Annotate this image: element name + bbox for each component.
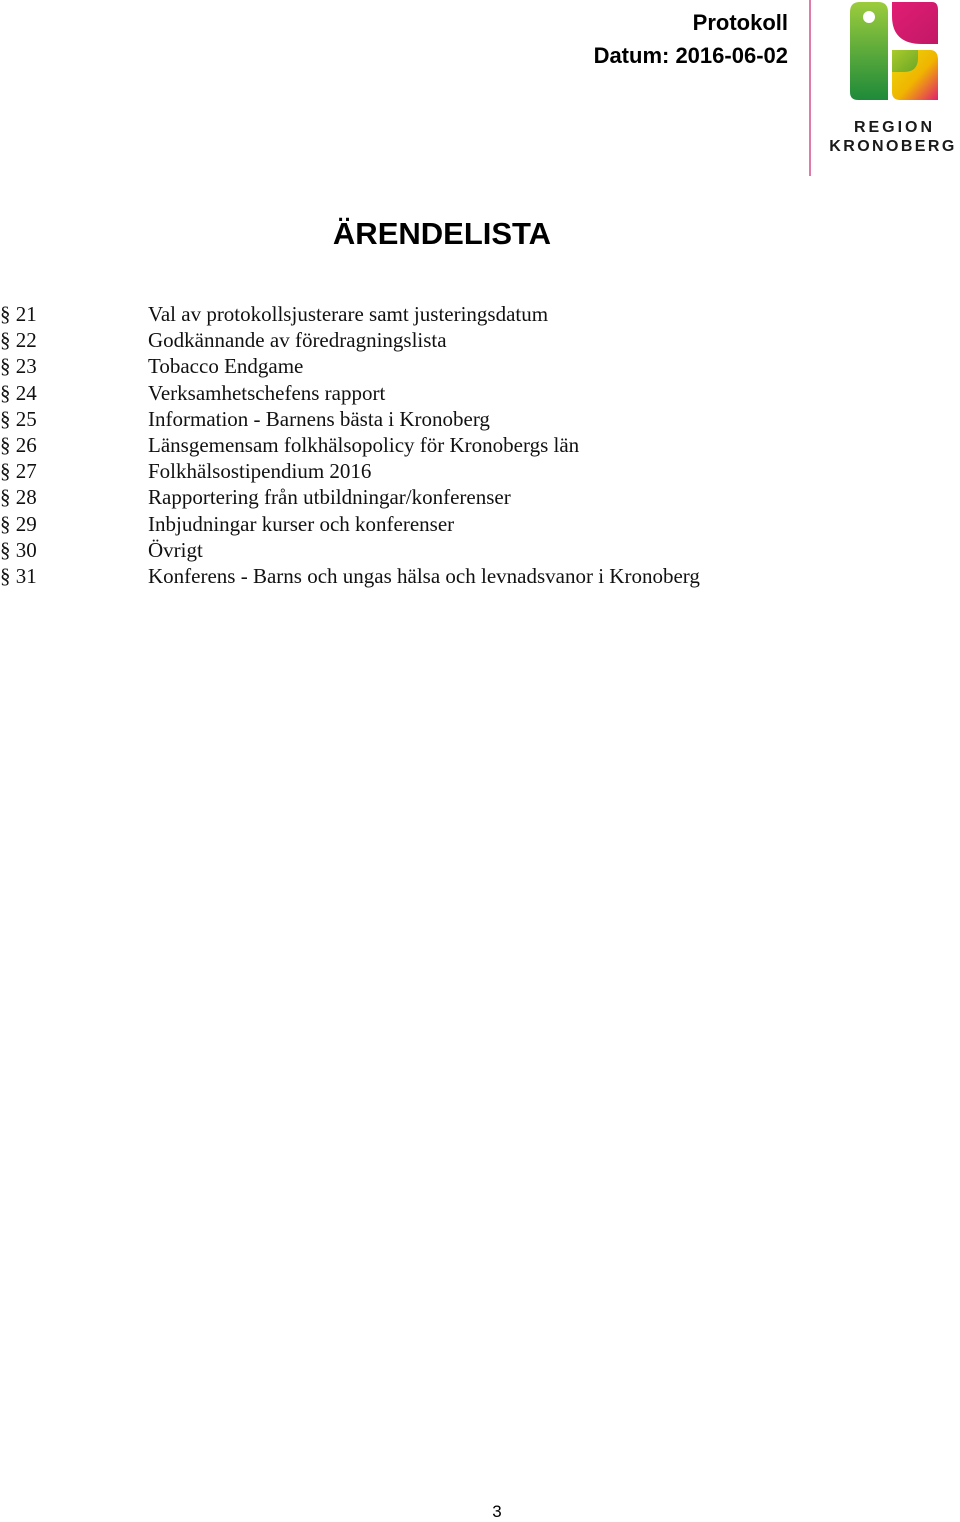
agenda-item-number: § 28 — [0, 485, 37, 510]
agenda-item — [0, 511, 700, 537]
logo-wordmark-line1: REGION — [853, 119, 936, 136]
agenda-item-number: § 25 — [0, 406, 37, 431]
agenda-item-text: Övrigt — [148, 537, 203, 562]
page-number: 3 — [492, 1502, 502, 1521]
document-type: Protokoll — [692, 10, 788, 35]
agenda-item — [0, 484, 700, 510]
agenda-item — [0, 327, 700, 353]
header-divider — [809, 0, 811, 176]
document-header — [594, 6, 788, 72]
agenda-item-text: Inbjudningar kurser och konferenser — [148, 511, 455, 536]
agenda-item — [0, 406, 700, 432]
agenda-item-text: Val av protokollsjusterare samt justeringsdatum — [148, 302, 549, 326]
agenda-item-number: § 21 — [0, 302, 37, 326]
agenda-item-number: § 31 — [0, 563, 37, 588]
agenda-item — [0, 380, 700, 406]
agenda-item-number: § 22 — [0, 328, 37, 353]
agenda-item-number: § 30 — [0, 537, 37, 562]
agenda-item-text: Godkännande av föredragningslista — [148, 328, 447, 353]
agenda-list — [0, 301, 700, 589]
agenda-item-text: Länsgemensam folkhälsopolicy för Kronobergs län — [148, 432, 580, 457]
agenda-item-text: Verksamhetschefens rapport — [148, 380, 386, 405]
agenda-item — [0, 353, 700, 379]
region-kronoberg-logo — [826, 0, 960, 160]
agenda-item-number: § 23 — [0, 354, 37, 379]
document-date: Datum: 2016-06-02 — [593, 43, 788, 68]
agenda-item — [0, 537, 700, 563]
page-title: ÄRENDELISTA — [332, 216, 552, 251]
agenda-item-number: § 27 — [0, 459, 37, 484]
agenda-item-text: Tobacco Endgame — [148, 354, 304, 379]
agenda-item — [0, 301, 700, 327]
agenda-item-number: § 24 — [0, 380, 37, 405]
agenda-item-number: § 29 — [0, 511, 37, 536]
logo-wordmark — [826, 118, 960, 156]
logo-wordmark-line2: KRONOBERG — [829, 138, 957, 155]
agenda-item-text: Information - Barnens bästa i Kronoberg — [148, 406, 490, 431]
agenda-item — [0, 458, 700, 484]
agenda-item — [0, 432, 700, 458]
agenda-item-number: § 26 — [0, 432, 37, 457]
agenda-item-text: Folkhälsostipendium 2016 — [148, 459, 372, 484]
agenda-item-text: Konferens - Barns och ungas hälsa och levnadsvanor i Kronoberg — [148, 563, 700, 588]
agenda-item-text: Rapportering från utbildningar/konferenser — [148, 485, 511, 510]
agenda-item — [0, 563, 700, 589]
region-kronoberg-logo-mark — [848, 0, 940, 104]
